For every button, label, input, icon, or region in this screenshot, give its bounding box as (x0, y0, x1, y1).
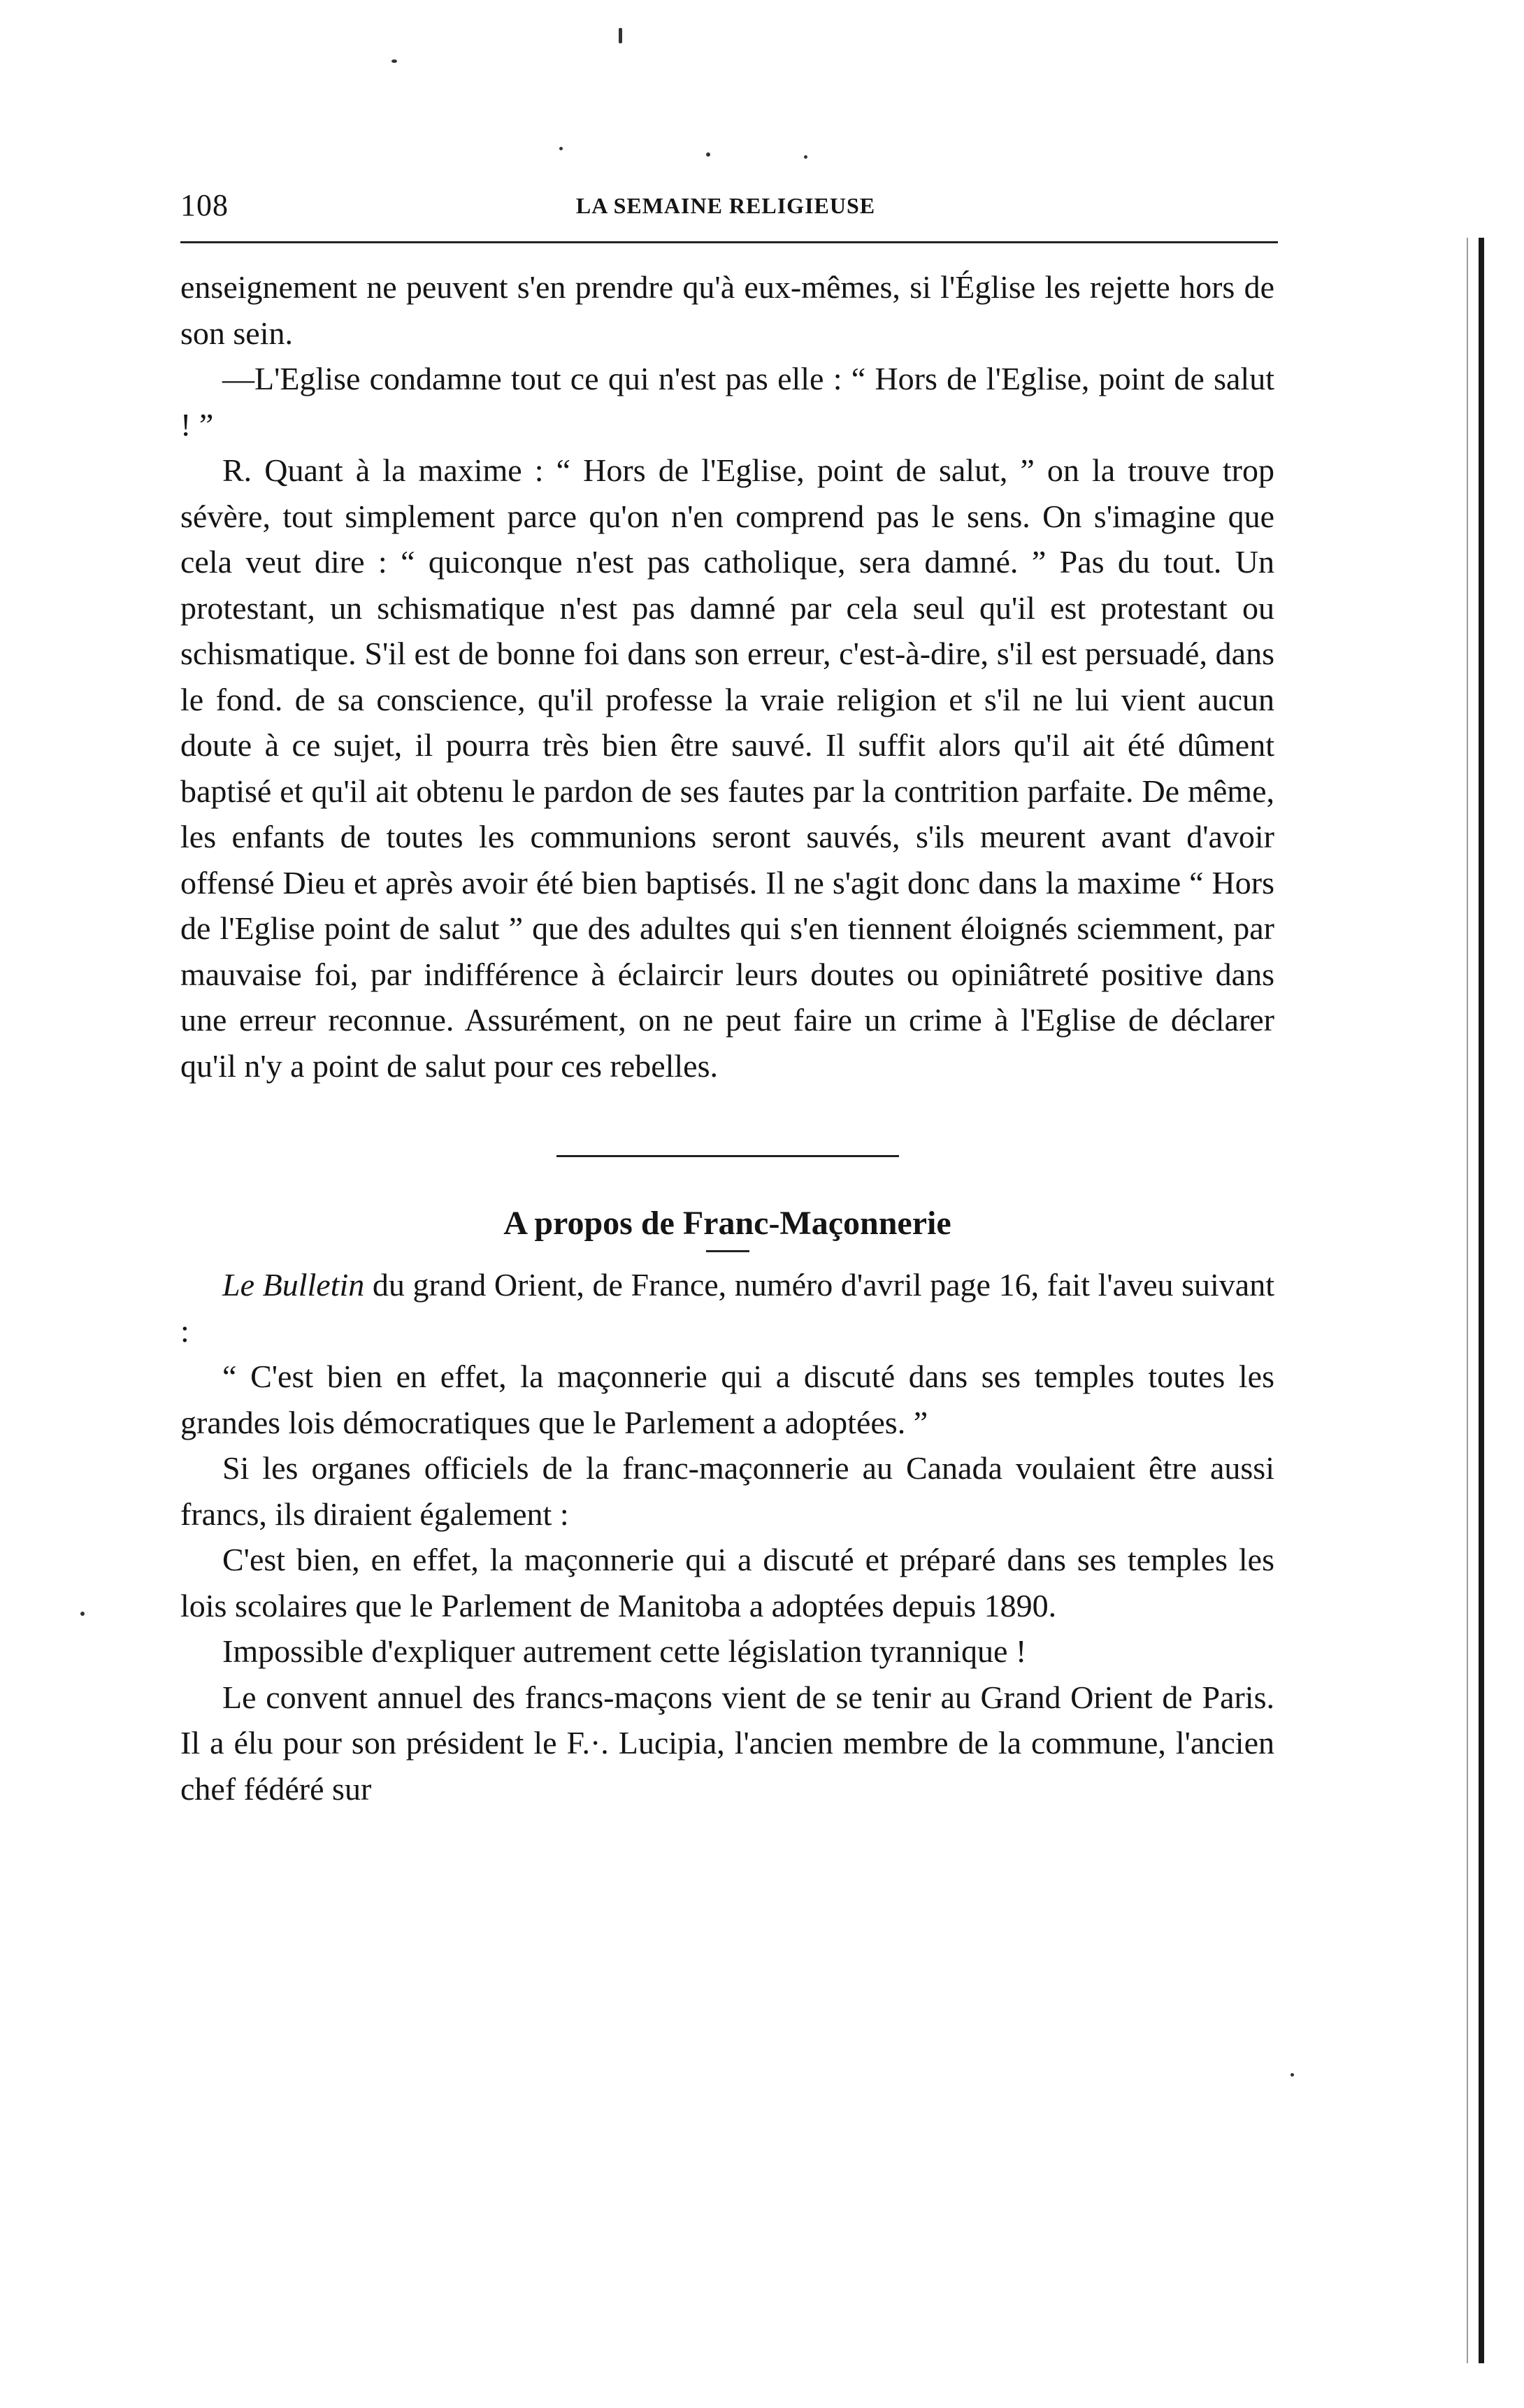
paragraph-impossible: Impossible d'expliquer autrement cette législation tyrannique ! (222, 1633, 1027, 1669)
article-body (180, 264, 1274, 1812)
scan-speck (619, 28, 622, 43)
bulletin-text: du grand Orient, de France, numéro d'avril page 16, fait l'aveu suivant : (180, 1267, 1274, 1349)
scan-speck (1291, 2073, 1294, 2077)
scan-speck (804, 155, 807, 159)
paragraph-convent: Le convent annuel des francs-maçons vient de se tenir au Grand Orient de Paris. Il a élu pour son président le F.·. Lucipia, l'ancien membre de la commune, l'ancien chef fédéré sur (180, 1679, 1274, 1807)
bulletin-title: Le Bulletin (222, 1267, 365, 1303)
paragraph-canada: Si les organes officiels de la franc-maçonnerie au Canada voulaient être aussi francs, ils diraient également : (180, 1450, 1274, 1532)
paragraph-manitoba: C'est bien, en effet, la maçonnerie qui a discuté et préparé dans ses temples les lois scolaires que le Parlement de Manitoba a adoptées depuis 1890. (180, 1542, 1274, 1624)
section-separator-rule (556, 1155, 899, 1157)
page-number: 108 (180, 188, 229, 222)
paragraph-continuation: enseignement ne peuvent s'en prendre qu'à eux-mêmes, si l'Église les rejette hors de son sein. (180, 269, 1274, 351)
paragraph-bulletin (180, 1262, 1274, 1354)
paragraph-response: R. Quant à la maxime : “ Hors de l'Eglise, point de salut, ” on la trouve trop sévère, tout simplement parce qu'on n'en comprend pas le sens. On s'imagine que cela veut dire : “ quiconque n'est pas catholique, sera damné. ” Pas du tout. Un protestant, un schismatique n'est pas damné par cela seul qu'il est protestant ou schismatique. S'il est de bonne foi dans son erreur, c'est-à-dire, s'il est persuadé, dans le fond. de sa conscience, qu'il professe la vraie religion et s'il ne lui vient aucun doute à ce sujet, il pourra très bien être sauvé. Il suffit alors qu'il ait été dûment baptisé et qu'il ait obtenu le pardon de ses fautes par la contrition parfaite. De même, les enfants de toutes les communions seront sauvés, s'ils meurent avant d'avoir offensé Dieu et après avoir été bien baptisés. Il ne s'agit donc dans la maxime “ Hors de l'Eglise point de salut ” que des adultes qui s'en tiennent éloignés sciemment, par mauvaise foi, par indifférence à éclaircir leurs doutes ou opiniâtreté positive dans une erreur reconnue. Assurément, on ne peut faire un crime à l'Eglise de déclarer qu'il n'y a point de salut pour ces rebelles. (180, 452, 1274, 1084)
header-rule (180, 241, 1278, 243)
scan-speck (80, 1612, 85, 1616)
section-title: A propos de Franc-Maçonnerie (503, 1205, 951, 1242)
title-underline-rule (706, 1250, 749, 1252)
scan-speck (706, 152, 710, 157)
page-header (180, 187, 1271, 229)
scan-edge-shadow (1479, 238, 1484, 2363)
running-title: LA SEMAINE RELIGIEUSE (575, 193, 876, 218)
scan-speck (559, 147, 563, 150)
paragraph-objection: —L'Eglise condamne tout ce qui n'est pas elle : “ Hors de l'Eglise, point de salut ! ” (180, 361, 1274, 443)
scan-edge-line (1467, 238, 1468, 2363)
paragraph-quote: “ C'est bien en effet, la maçonnerie qui a discuté dans ses temples toutes les grandes lois démocratiques que le Parlement a adoptées. ” (180, 1359, 1274, 1440)
scan-speck (391, 59, 397, 63)
